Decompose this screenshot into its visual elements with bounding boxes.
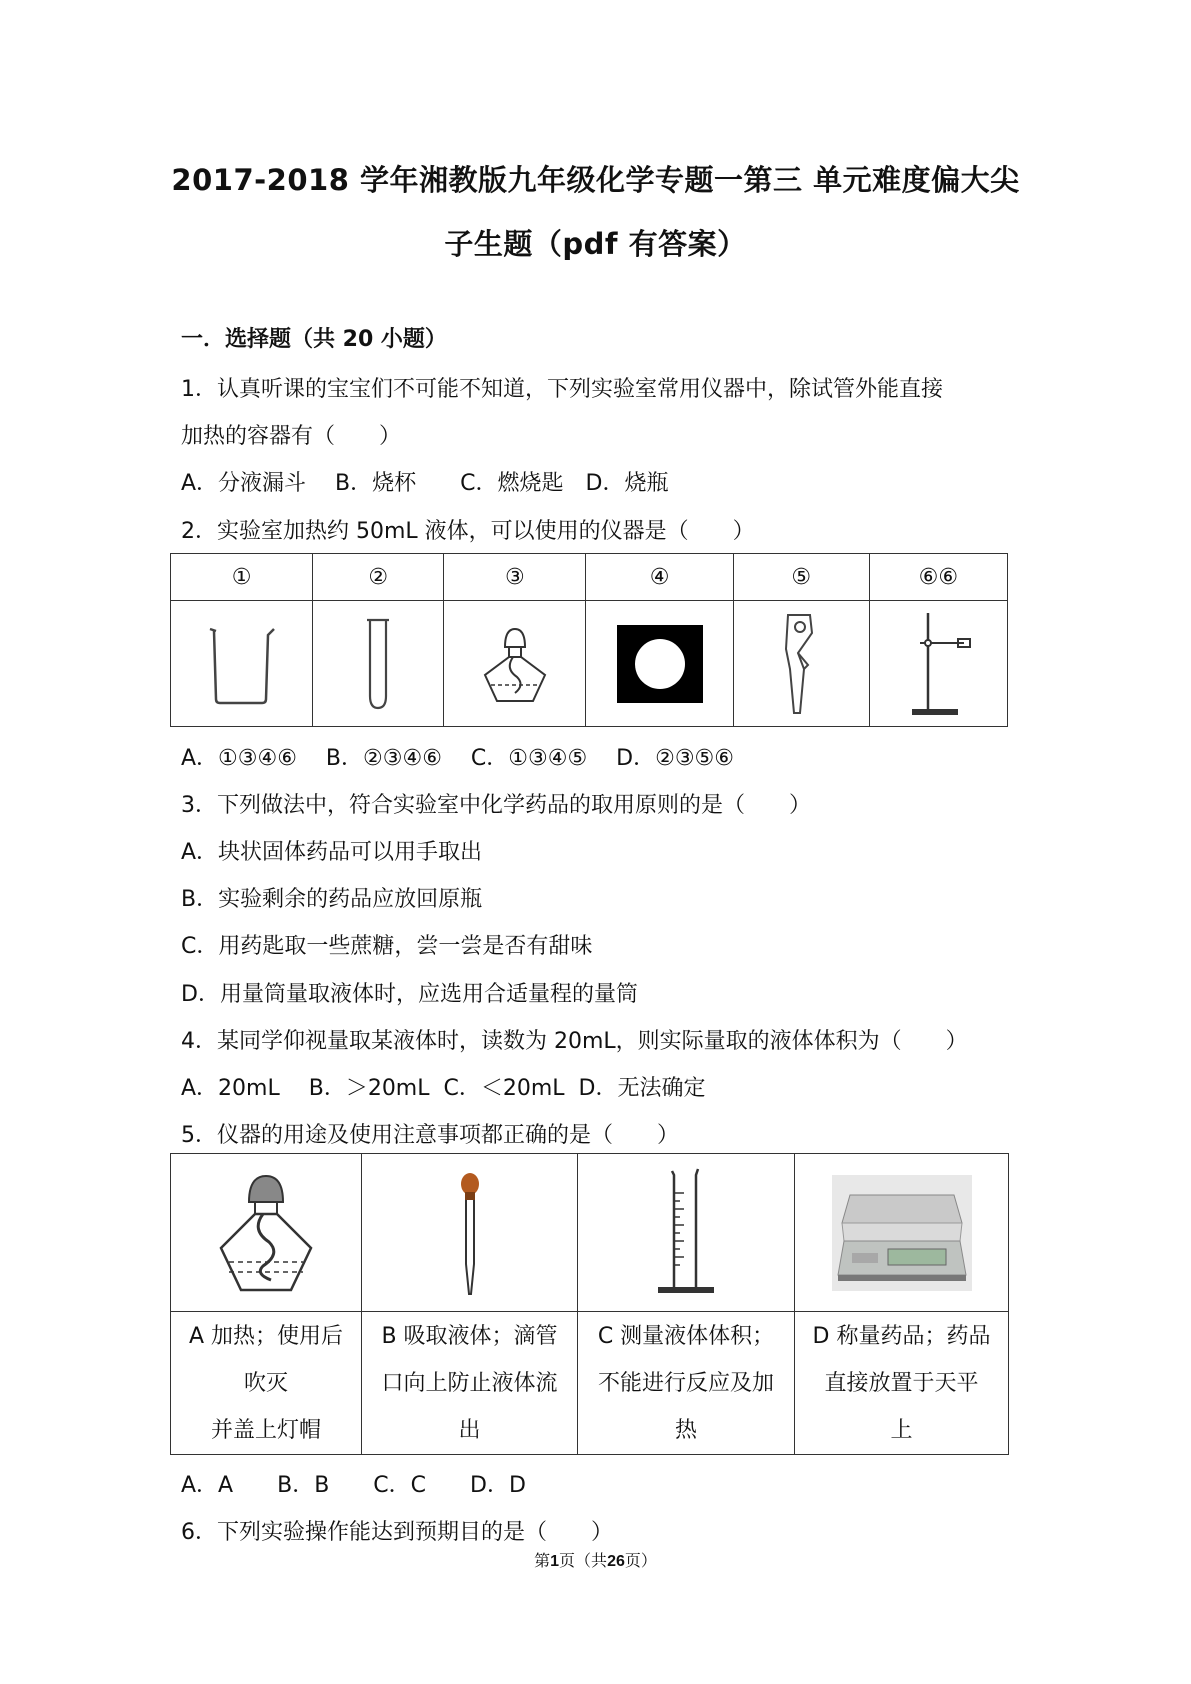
q3-option-d: D．用量筒量取液体时，应选用合适量程的量筒: [181, 982, 638, 1007]
iron-stand-icon: [898, 609, 978, 719]
footer-total-pages: 26: [607, 1553, 625, 1570]
q3-stem: 3．下列做法中，符合实验室中化学药品的取用原则的是（ ）: [181, 793, 811, 818]
doc-title-line1: 2017-2018 学年湘教版九年级化学专题一第三 单元难度偏大尖: [171, 163, 1020, 197]
q5-b-line3: 出: [458, 1417, 481, 1443]
page-footer: [0, 1548, 1191, 1571]
q5-b-line2: 口向上防止液体流: [381, 1370, 558, 1396]
q2-header-1: ①: [171, 554, 313, 601]
q4-options: A．20mL B．＞20mL C．＜20mL D．无法确定: [181, 1076, 706, 1101]
q3-option-c: C．用药匙取一些蔗糖，尝一尝是否有甜味: [181, 934, 593, 959]
q5-d-line2: 直接放置于天平: [824, 1370, 979, 1396]
q3-option-a: A．块状固体药品可以用手取出: [181, 840, 483, 865]
q4-stem: 4．某同学仰视量取某液体时，读数为 20mL，则实际量取的液体体积为（ ）: [181, 1029, 968, 1054]
graduated-cylinder-icon: [646, 1163, 726, 1303]
q5-stem: 5．仪器的用途及使用注意事项都正确的是（ ）: [181, 1123, 679, 1148]
q5-image-cell-a: [171, 1154, 362, 1312]
q2-image-cell-2: [313, 601, 444, 727]
q2-image-cell-3: [444, 601, 586, 727]
q2-header-2: ②: [313, 554, 444, 601]
q2-image-cell-6: [869, 601, 1007, 727]
q2-image-cell-4: [586, 601, 733, 727]
q5-image-cell-c: [578, 1154, 795, 1312]
q2-header-3: ③: [444, 554, 586, 601]
q5-d-line1: D 称量药品；药品: [812, 1323, 991, 1349]
asbestos-mesh-icon: [615, 623, 705, 705]
q5-apparatus-table: [170, 1153, 1009, 1455]
q2-stem: 2．实验室加热约 50mL 液体，可以使用的仪器是（ ）: [181, 519, 755, 544]
footer-post: 页）: [624, 1551, 657, 1570]
q5-d-line3: 上: [890, 1417, 913, 1443]
q5-c-line2: 不能进行反应及加: [597, 1370, 774, 1396]
q5-option-d-cell: [795, 1312, 1009, 1455]
q5-option-a-cell: [171, 1312, 362, 1455]
q2-header-6: ⑥⑥: [869, 554, 1007, 601]
q2-header-4: ④: [586, 554, 733, 601]
test-tube-icon: [358, 614, 398, 714]
section-heading: 一．选择题（共 20 小题）: [181, 327, 447, 352]
q2-image-cell-5: [733, 601, 869, 727]
q5-a-line1: A 加热；使用后: [188, 1323, 344, 1349]
q5-a-line2: 吹灭: [243, 1370, 288, 1396]
balance-icon: [832, 1175, 972, 1291]
q5-options: A．A B．B C．C D．D: [181, 1473, 526, 1498]
q5-c-line1: C 测量液体体积；: [597, 1323, 775, 1349]
q1-options: A．分液漏斗 B．烧杯 C．燃烧匙 D．烧瓶: [181, 471, 669, 496]
q1-stem-line2: 加热的容器有（ ）: [181, 424, 402, 449]
dropper-icon: [450, 1168, 490, 1298]
footer-page-number: 1: [550, 1553, 560, 1570]
q5-option-b-cell: [362, 1312, 578, 1455]
q5-c-line3: 热: [674, 1417, 697, 1443]
test-tube-holder-icon: [776, 609, 826, 719]
q3-option-b: B．实验剩余的药品应放回原瓶: [181, 887, 483, 912]
q5-option-c-cell: [578, 1312, 795, 1455]
q2-options: A．①③④⑥ B．②③④⑥ C．①③④⑤ D．②③⑤⑥: [181, 746, 734, 771]
q5-a-line3: 并盖上灯帽: [210, 1417, 321, 1443]
q5-b-line1: B 吸取液体；滴管: [381, 1323, 558, 1349]
alcohol-lamp-icon: [211, 1168, 321, 1298]
doc-title-line2: 子生题（pdf 有答案）: [444, 227, 747, 261]
footer-pre: 第: [534, 1551, 551, 1570]
q1-stem-line1: 1．认真听课的宝宝们不可能不知道，下列实验室常用仪器中，除试管外能直接: [181, 377, 943, 402]
q5-image-cell-b: [362, 1154, 578, 1312]
beaker-icon: [202, 619, 282, 709]
alcohol-lamp-icon: [475, 619, 555, 709]
q2-header-5: ⑤: [733, 554, 869, 601]
footer-mid: 页（共: [559, 1551, 608, 1570]
q6-stem: 6．下列实验操作能达到预期目的是（ ）: [181, 1520, 613, 1545]
q5-image-cell-d: [795, 1154, 1009, 1312]
q2-image-cell-1: [171, 601, 313, 727]
q2-apparatus-table: [170, 553, 1008, 727]
